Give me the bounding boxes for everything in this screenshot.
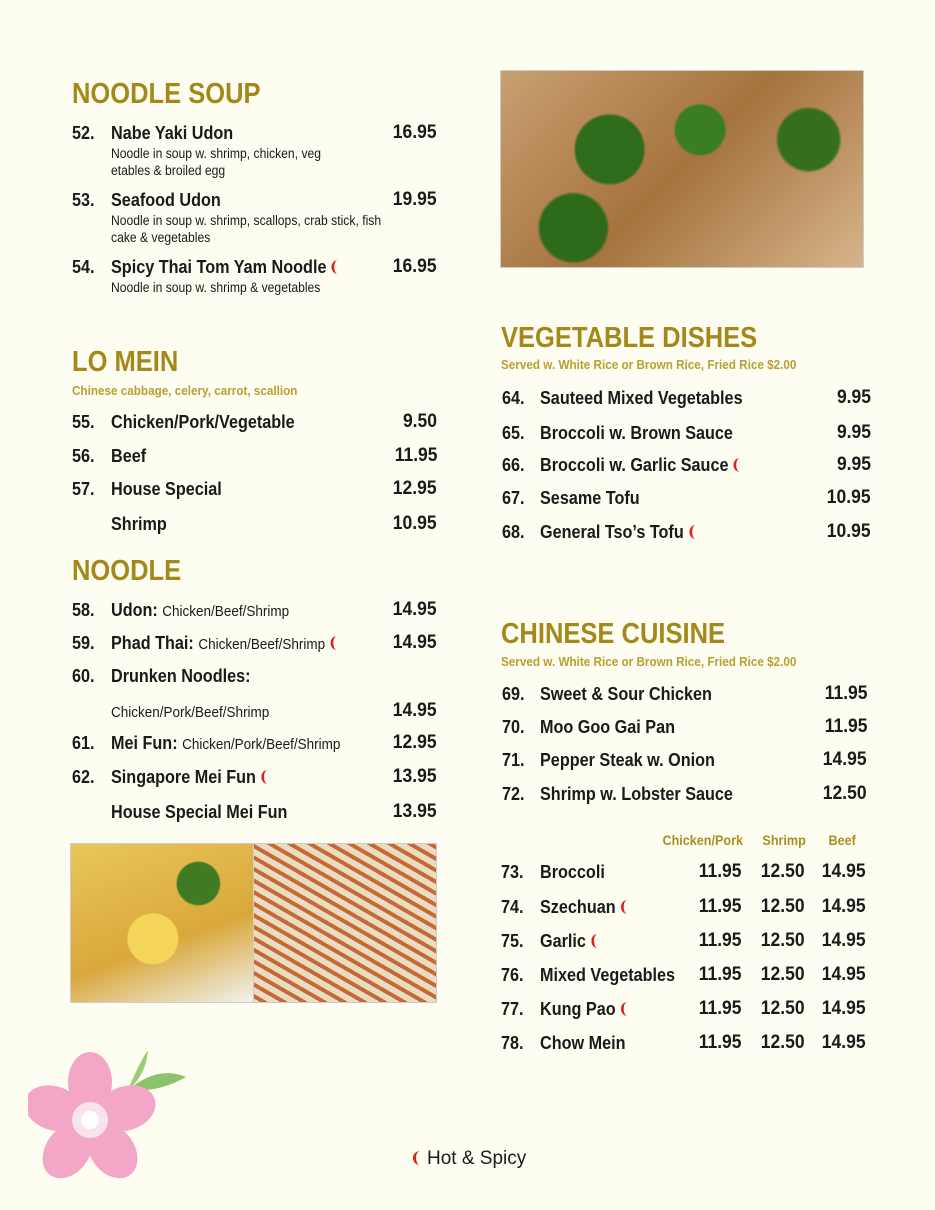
cherry-blossom-decoration [28,1045,188,1185]
item-price-shrimp: 12.50 [761,964,805,985]
item-price-beef: 14.95 [822,964,866,985]
phad-thai-photo [253,843,437,1003]
item-number: 57. [72,479,95,499]
item-number: 59. [72,633,95,653]
item-description: cake & vegetables [111,230,211,245]
item-options: Chicken/Pork/Beef/Shrimp [182,736,341,753]
item-name-text: Shrimp [111,514,167,534]
item-number: 71. [502,750,525,770]
item-number: 76. [501,965,524,985]
item-name-text: Singapore Mei Fun [111,767,256,787]
item-name [111,768,269,786]
pepper-icon [591,934,598,948]
item-name-text: Shrimp w. Lobster Sauce [540,784,733,804]
item-price-shrimp: 12.50 [761,998,805,1019]
item-name [111,447,146,465]
item-price: 11.95 [824,716,867,737]
item-name-text: Sesame Tofu [540,488,640,508]
item-price: 9.95 [836,387,871,408]
column-header-beef: Beef [828,832,856,848]
item-name-text: Sweet & Sour Chicken [540,684,712,704]
item-name [540,424,733,442]
lo-mein-subtitle: Chinese cabbage, celery, carrot, scallion [72,383,298,398]
item-name-text: Udon: [111,600,158,620]
item-name-text: Garlic [540,931,586,951]
pepper-icon [332,260,339,274]
item-number: 61. [72,733,95,753]
item-name [540,456,741,474]
item-price-beef: 14.95 [822,861,866,882]
item-options: Chicken/Beef/Shrimp [162,603,290,620]
item-price: 12.95 [393,478,437,499]
item-options: Chicken/Beef/Shrimp [198,636,326,653]
item-name-text: Phad Thai: [111,633,194,653]
item-price: 13.95 [393,766,437,787]
item-name-text: House Special Mei Fun [111,802,288,822]
item-price-shrimp: 12.50 [761,930,805,951]
pepper-icon [621,1002,628,1016]
item-name [111,124,233,142]
item-number: 68. [502,522,525,542]
item-name-text: Chicken/Pork/Vegetable [111,412,295,432]
item-name [111,734,340,752]
item-name-text: Mei Fun: [111,733,178,753]
item-number: 75. [501,931,524,951]
item-name-text: Spicy Thai Tom Yam Noodle [111,257,327,277]
item-price: 14.95 [393,632,437,653]
item-name-text: Mixed Vegetables [540,965,676,985]
item-number: 56. [72,446,95,466]
spicy-legend [413,1149,526,1168]
item-number: 54. [72,257,95,277]
item-name [540,932,599,950]
pepper-icon [413,1151,421,1165]
item-price-shrimp: 12.50 [761,1032,805,1053]
item-name [540,1000,628,1018]
item-name-text: Kung Pao [540,999,616,1019]
item-name-text: Beef [111,446,147,466]
item-name-text: Moo Goo Gai Pan [540,717,676,737]
item-name-text: Broccoli w. Brown Sauce [540,423,733,443]
item-name [111,515,167,533]
item-name-text: Seafood Udon [111,190,221,210]
item-price: 11.95 [394,445,437,466]
item-number: 77. [501,999,524,1019]
pepper-icon [734,458,741,472]
item-price-beef: 14.95 [822,998,866,1019]
item-number: 52. [72,123,95,143]
item-number: 66. [502,455,525,475]
item-name [111,480,222,498]
item-price: 14.95 [393,700,437,721]
item-price-shrimp: 12.50 [761,861,805,882]
item-number: 70. [502,717,525,737]
item-price: 9.50 [402,411,437,432]
item-price-shrimp: 12.50 [761,896,805,917]
column-header-shrimp: Shrimp [762,832,806,848]
item-price-chicken-pork: 11.95 [698,964,741,985]
item-price: 10.95 [827,521,871,542]
item-number: 60. [72,666,95,686]
item-number: 78. [501,1033,524,1053]
item-name-text: Pepper Steak w. Onion [540,750,715,770]
pepper-icon [689,525,696,539]
section-title-noodle: NOODLE [72,555,182,587]
item-name-text: House Special [111,479,222,499]
item-description: Noodle in soup w. shrimp, scallops, crab stick, fish [111,213,382,228]
section-title-vegetable: VEGETABLE DISHES [501,322,758,354]
item-price: 14.95 [823,749,867,770]
item-number: 58. [72,600,95,620]
item-price-beef: 14.95 [822,896,866,917]
item-name [540,523,696,541]
item-price: 9.95 [836,454,871,475]
item-number: 74. [501,897,524,917]
column-header-chicken-pork: Chicken/Pork [662,832,744,848]
item-name [540,389,743,407]
item-description: Noodle in soup w. shrimp, chicken, veg [111,146,322,161]
item-name-text: Chow Mein [540,1033,626,1053]
item-price-chicken-pork: 11.95 [698,930,741,951]
item-number: 65. [502,423,525,443]
item-number: 55. [72,412,95,432]
item-name [540,898,628,916]
item-price: 11.95 [824,683,867,704]
item-price-chicken-pork: 11.95 [698,861,741,882]
legend-label: Hot & Spicy [427,1148,527,1169]
item-name-text: Sauteed Mixed Vegetables [540,388,743,408]
item-number: 64. [502,388,525,408]
item-number: 67. [502,488,525,508]
item-name [540,785,733,803]
item-name-text: Drunken Noodles: [111,666,251,686]
section-title-chinese: CHINESE CUISINE [501,618,726,650]
item-name [111,191,221,209]
item-name-text: General Tso’s Tofu [540,522,684,542]
item-price-beef: 14.95 [822,1032,866,1053]
item-price: 13.95 [393,801,437,822]
pepper-icon [261,770,268,784]
item-number: 62. [72,767,95,787]
item-name-text: Broccoli [540,862,605,882]
section-title-lo-mein: LO MEIN [72,346,179,378]
section-title-noodle-soup: NOODLE SOUP [72,78,261,110]
item-name [540,718,675,736]
item-price: 19.95 [393,189,437,210]
item-price-beef: 14.95 [822,930,866,951]
vegetable-subtitle: Served w. White Rice or Brown Rice, Fried Rice $2.00 [501,357,797,372]
item-price-chicken-pork: 11.95 [698,998,741,1019]
item-number: 69. [502,684,525,704]
item-price: 10.95 [827,487,871,508]
item-price: 16.95 [393,122,437,143]
item-price: 10.95 [393,513,437,534]
item-name [111,803,287,821]
item-price-chicken-pork: 11.95 [698,896,741,917]
pepper-icon [621,900,628,914]
item-name [111,667,251,685]
item-number: 73. [501,862,524,882]
item-description: Noodle in soup w. shrimp & vegetables [111,280,321,295]
chinese-subtitle: Served w. White Rice or Brown Rice, Fried Rice $2.00 [501,654,797,669]
item-name [111,601,289,619]
item-name [111,258,339,276]
item-name-text: Broccoli w. Garlic Sauce [540,455,729,475]
item-name [111,634,338,652]
item-name [540,751,715,769]
item-name-text: Szechuan [540,897,616,917]
item-name [540,1034,626,1052]
item-price: 9.95 [836,422,871,443]
item-price: 16.95 [393,256,437,277]
item-number: 53. [72,190,95,210]
item-name-text: Nabe Yaki Udon [111,123,234,143]
item-description: etables & broiled egg [111,163,226,178]
item-name [111,702,269,720]
item-name [540,863,605,881]
item-options: Chicken/Pork/Beef/Shrimp [111,704,270,721]
item-name [540,489,640,507]
curry-dish-photo [70,843,254,1003]
item-price: 12.50 [823,783,867,804]
item-name [540,685,712,703]
item-number: 72. [502,784,525,804]
item-price-chicken-pork: 11.95 [698,1032,741,1053]
item-price: 12.95 [393,732,437,753]
pepper-icon [331,636,338,650]
broccoli-dish-photo [500,70,864,268]
item-price: 14.95 [393,599,437,620]
item-name [540,966,675,984]
item-name [111,413,295,431]
